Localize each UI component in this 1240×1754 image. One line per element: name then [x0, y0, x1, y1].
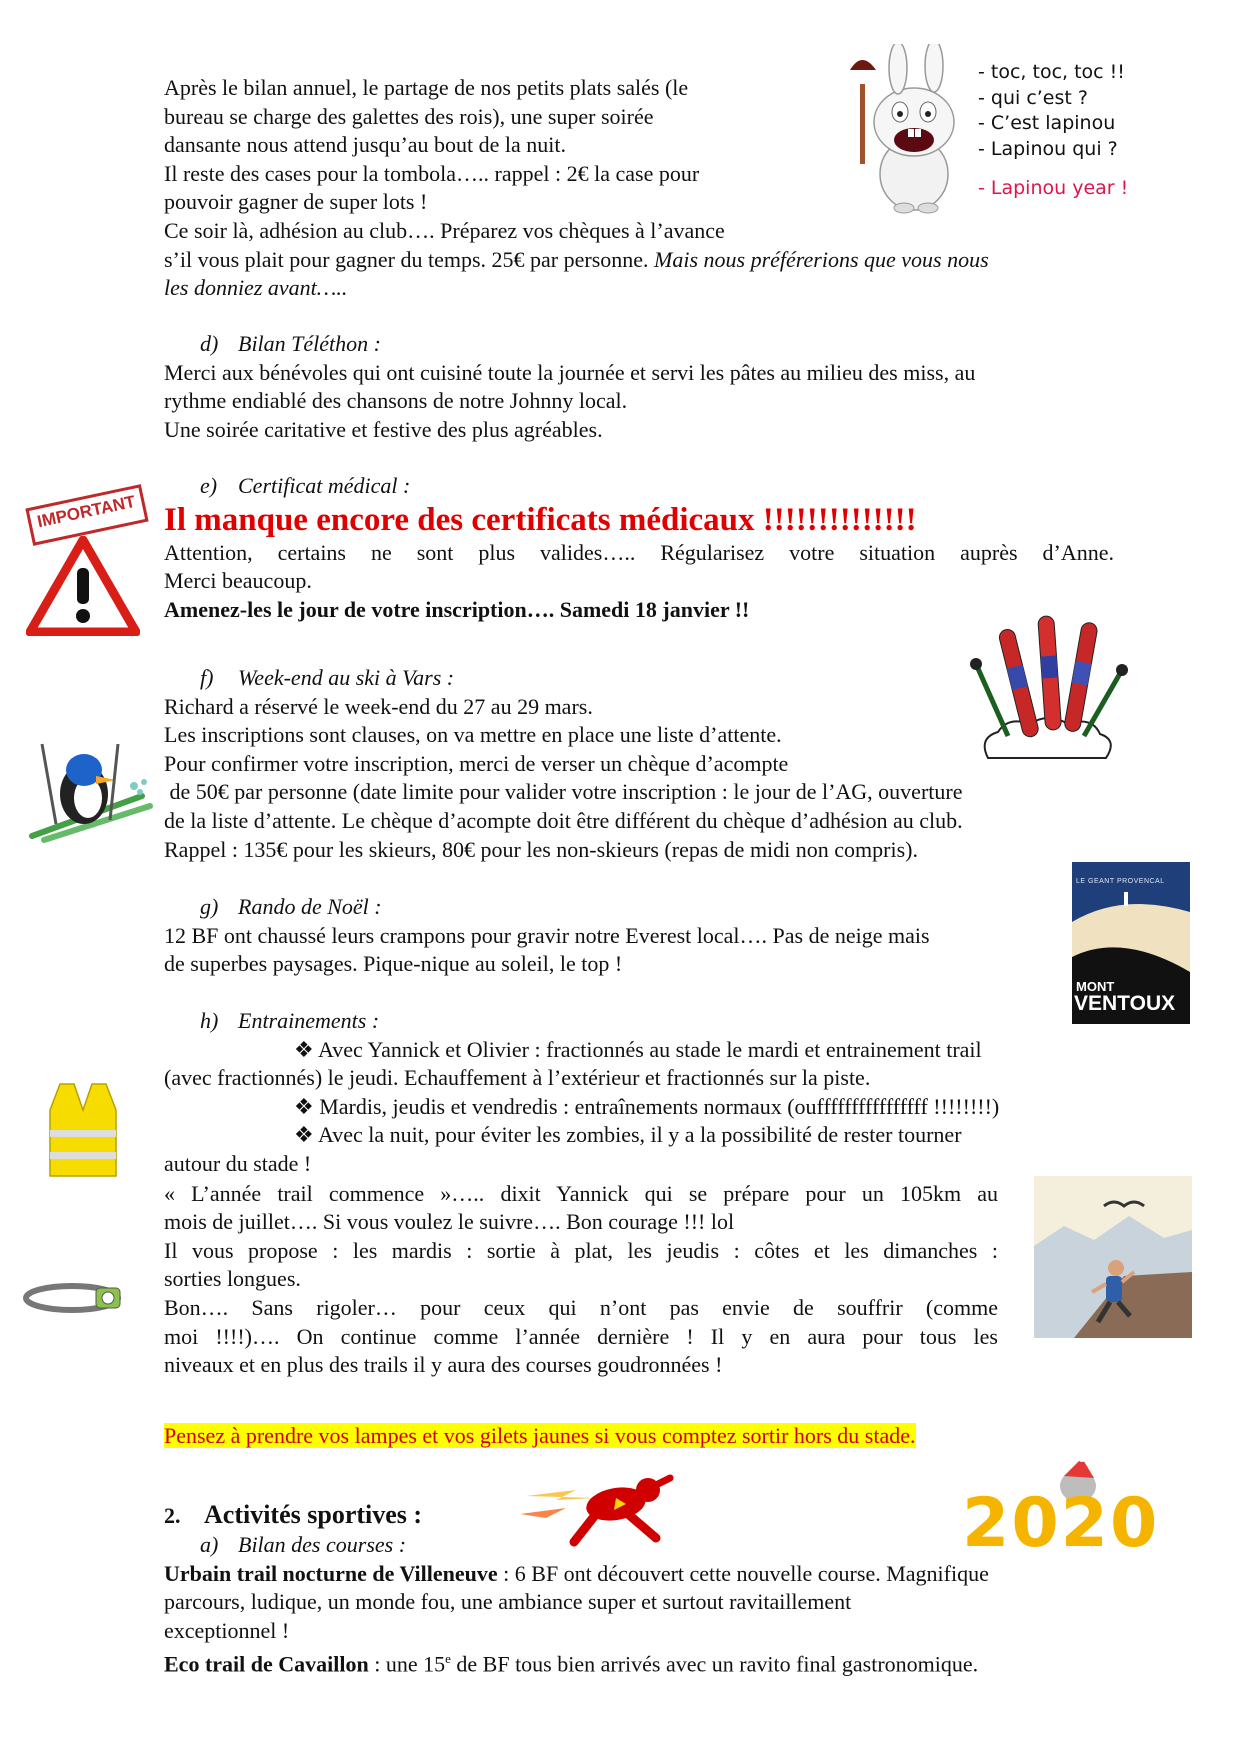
intro-line: bureau se charge des galettes des rois), une super soirée: [164, 103, 654, 129]
intro-paragraph-end: [164, 246, 1124, 303]
subsection-heading: h) Entrainements :: [200, 1008, 380, 1033]
body-line: parcours, ludique, un monde fou, une ambiance super et surtout ravitaillement: [164, 1589, 852, 1615]
intro-line: Il reste des cases pour la tombola….. rappel : 2€ la case pour: [164, 160, 700, 186]
joke-bubble: [978, 60, 1198, 202]
intro-line: s’il vous plait pour gagner du temps. 25€ par personne. Mais nous préférerions que vous nous: [164, 246, 989, 272]
subsection-heading: a) Bilan des courses :: [200, 1532, 407, 1557]
headlamp-image: [22, 1278, 126, 1318]
body-line: Rappel : 135€ pour les skieurs, 80€ pour les non-skieurs (repas de midi non compris).: [164, 836, 918, 862]
section-heading: 2. Activités sportives :: [164, 1500, 423, 1529]
body-line: (avec fractionnés) le jeudi. Echauffement à l’extérieur et fractionnés sur la piste.: [164, 1065, 871, 1091]
mont-ventoux-poster: LE GEANT PROVENCAL MONT VENTOUX: [1072, 862, 1190, 1024]
bullet-item: ❖ Avec Yannick et Olivier : fractionnés au stade le mardi et entrainement trail: [294, 1036, 982, 1062]
body-line: de 50€ par personne (date limite pour valider votre inscription : le jour de l’AG, ouverture: [164, 779, 963, 805]
subsection-heading: g) Rando de Noël :: [200, 894, 382, 919]
body-line: exceptionnel !: [164, 1617, 290, 1643]
subsection-heading: d) Bilan Téléthon :: [200, 331, 381, 356]
important-stamp: IMPORTANT: [25, 484, 148, 546]
trail-paragraph: [164, 1180, 998, 1380]
body-line: Bon…. Sans rigoler… pour ceux qui n’ont pas envie de souffrir (comme: [164, 1294, 998, 1320]
skis-in-snow-image: [968, 608, 1128, 768]
subsection-heading: e) Certificat médical :: [200, 473, 411, 498]
race-item: Urbain trail nocturne de Villeneuve : 6 BF ont découvert cette nouvelle course. Magnifique: [164, 1560, 989, 1586]
body-line: Attention, certains ne sont plus valides….. Régularisez votre situation auprès d’Anne.: [164, 539, 1114, 565]
joke-punchline: - Lapinou year !: [978, 177, 1129, 199]
body-line: de la liste d’attente. Le chèque d’acompte doit être différent du chèque d’adhésion au club.: [164, 807, 963, 833]
diamond-bullet-icon: ❖: [294, 1036, 319, 1062]
intro-line: les donniez avant…..: [164, 275, 348, 301]
warning-icon: [26, 536, 140, 636]
body-line: Richard a réservé le week-end du 27 au 29 mars.: [164, 693, 593, 719]
intro-paragraph: [164, 74, 824, 246]
trail-runner-image: [1034, 1176, 1192, 1338]
body-line: Une soirée caritative et festive des plus agréables.: [164, 416, 603, 442]
joke-line: - C’est lapinou: [978, 112, 1116, 134]
subsection-heading: f) Week-end au ski à Vars :: [200, 665, 455, 690]
flash-runner-image: [516, 1456, 690, 1556]
bullet-item: ❖ Avec la nuit, pour éviter les zombies, il y a la possibilité de rester tourner: [294, 1122, 962, 1148]
body-line: autour du stade !: [164, 1150, 312, 1176]
intro-line: pouvoir gagner de super lots !: [164, 189, 428, 215]
section-telethon: [164, 330, 1114, 444]
body-line: Merci beaucoup.: [164, 568, 312, 594]
section-ski: [164, 664, 1104, 864]
skiing-penguin-image: [22, 740, 156, 844]
intro-line: Ce soir là, adhésion au club…. Préparez vos chèques à l’avance: [164, 217, 725, 243]
body-line: de superbes paysages. Pique-nique au soleil, le top !: [164, 951, 623, 977]
body-line: mois de juillet…. Si vous voulez le suivre…. Bon courage !!! lol: [164, 1209, 735, 1235]
body-line-bold: Amenez-les le jour de votre inscription…. Samedi 18 janvier !!: [164, 596, 750, 622]
bullet-item: ❖ Mardis, jeudis et vendredis : entraînements normaux (ouffffffffffffffff !!!!!!!!): [294, 1093, 1000, 1119]
intro-line: Après le bilan annuel, le partage de nos petits plats salés (le: [164, 75, 689, 100]
year-2020-image: 2020: [958, 1456, 1184, 1566]
body-line: 12 BF ont chaussé leurs crampons pour gravir notre Everest local…. Pas de neige mais: [164, 922, 930, 948]
body-line: Il vous propose : les mardis : sortie à plat, les jeudis : côtes et les dimanches :: [164, 1237, 998, 1263]
yellow-vest-image: [46, 1080, 120, 1180]
raving-rabbid-image: [846, 44, 976, 214]
diamond-bullet-icon: ❖: [294, 1122, 319, 1148]
body-line: niveaux et en plus des trails il y aura des courses goudronnées !: [164, 1352, 723, 1378]
joke-line: - toc, toc, toc !!: [978, 61, 1125, 83]
body-line: rythme endiablé des chansons de notre Johnny local.: [164, 388, 628, 414]
reminder-highlight: Pensez à prendre vos lampes et vos gilets jaunes si vous comptez sortir hors du stade.: [164, 1423, 916, 1448]
body-line: sorties longues.: [164, 1266, 301, 1292]
body-line: Les inscriptions sont clauses, on va mettre en place une liste d’attente.: [164, 722, 782, 748]
section-certificat: [164, 472, 1114, 624]
section-noel: [164, 893, 1064, 979]
alert-title: Il manque encore des certificats médicaux !!!!!!!!!!!!!!: [164, 501, 917, 538]
body-line: Merci aux bénévoles qui ont cuisiné toute la journée et servi les pâtes au milieu des miss, au: [164, 359, 976, 385]
section-entrainements: [164, 1007, 1096, 1179]
diamond-bullet-icon: ❖: [294, 1093, 320, 1119]
joke-line: - Lapinou qui ?: [978, 137, 1118, 160]
body-line: moi !!!!)…. On continue comme l’année dernière ! Il y en aura pour tous les: [164, 1323, 998, 1349]
body-line: Pour confirmer votre inscription, merci de verser un chèque d’acompte: [164, 750, 789, 776]
body-line: « L’année trail commence »….. dixit Yannick qui se prépare pour un 105km au: [164, 1180, 998, 1206]
intro-line: dansante nous attend jusqu’au bout de la nuit.: [164, 132, 567, 158]
joke-line: - qui c’est ?: [978, 86, 1088, 109]
race-item: Eco trail de Cavaillon : une 15e de BF tous bien arrivés avec un ravito final gastronomique.: [164, 1651, 979, 1677]
